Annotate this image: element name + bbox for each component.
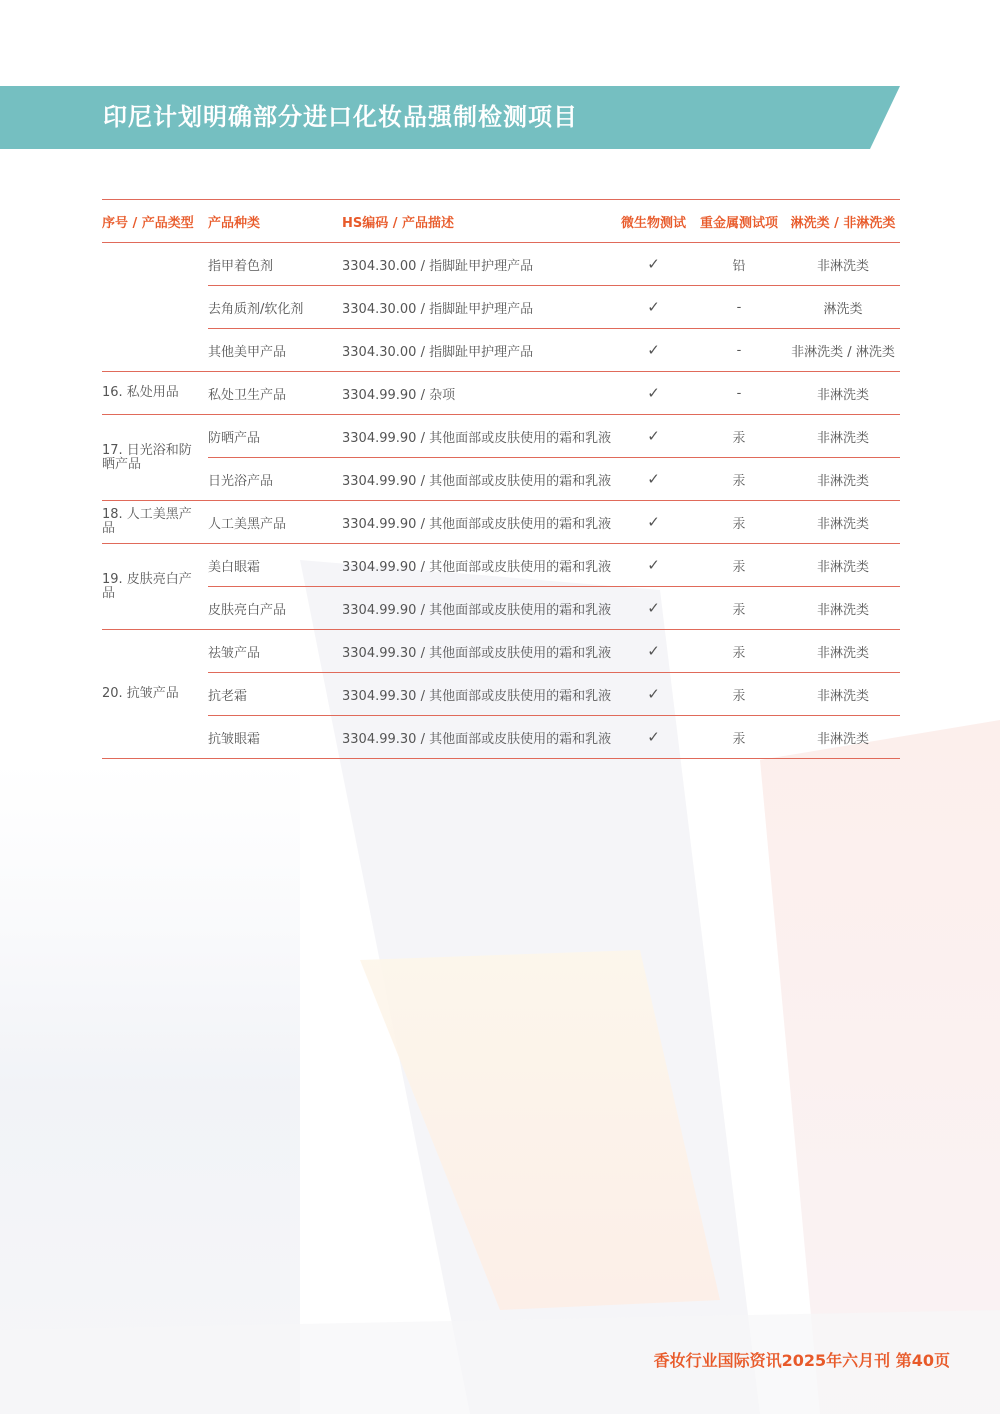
table-row <box>102 458 900 501</box>
cell-product: 去角质剂/软化剂 <box>208 286 342 329</box>
cell-heavy-metal-test: 汞 <box>692 716 786 759</box>
cell-microbial-test: ✓ <box>615 630 692 673</box>
cell-category: 16. 私处用品 <box>102 372 208 415</box>
header-category: 序号 / 产品类型 <box>102 200 208 243</box>
cell-rinse-type: 非淋洗类 <box>786 673 900 716</box>
header-product: 产品种类 <box>208 200 342 243</box>
table-row <box>102 587 900 630</box>
cell-hs-code: 3304.30.00 / 指脚趾甲护理产品 <box>342 329 615 372</box>
cell-microbial-test: ✓ <box>615 415 692 458</box>
cell-rinse-type: 淋洗类 <box>786 286 900 329</box>
cell-microbial-test: ✓ <box>615 587 692 630</box>
table-row <box>102 415 900 458</box>
cell-product: 人工美黑产品 <box>208 501 342 544</box>
cell-hs-code: 3304.99.90 / 杂项 <box>342 372 615 415</box>
cell-product: 其他美甲产品 <box>208 329 342 372</box>
cell-rinse-type: 非淋洗类 <box>786 415 900 458</box>
cell-heavy-metal-test: 汞 <box>692 673 786 716</box>
cell-microbial-test: ✓ <box>615 673 692 716</box>
cell-product: 皮肤亮白产品 <box>208 587 342 630</box>
table-row <box>102 716 900 759</box>
cell-category: 19. 皮肤亮白产品 <box>102 544 208 630</box>
table-row <box>102 329 900 372</box>
cell-category: 18. 人工美黑产品 <box>102 501 208 544</box>
cell-heavy-metal-test: 汞 <box>692 587 786 630</box>
cell-product: 抗老霜 <box>208 673 342 716</box>
cell-product: 祛皱产品 <box>208 630 342 673</box>
table-row <box>102 243 900 286</box>
cell-heavy-metal-test: - <box>692 286 786 329</box>
cell-rinse-type: 非淋洗类 / 淋洗类 <box>786 329 900 372</box>
table-body <box>102 243 900 759</box>
cell-category <box>102 243 208 372</box>
table-row <box>102 372 900 415</box>
cell-microbial-test: ✓ <box>615 286 692 329</box>
cell-heavy-metal-test: 汞 <box>692 458 786 501</box>
cell-category: 20. 抗皱产品 <box>102 630 208 759</box>
cell-heavy-metal-test: 汞 <box>692 630 786 673</box>
cell-product: 抗皱眼霜 <box>208 716 342 759</box>
cell-product: 美白眼霜 <box>208 544 342 587</box>
cell-rinse-type: 非淋洗类 <box>786 630 900 673</box>
cell-microbial-test: ✓ <box>615 716 692 759</box>
header-rinse-type: 淋洗类 / 非淋洗类 <box>786 200 900 243</box>
cell-rinse-type: 非淋洗类 <box>786 372 900 415</box>
cell-heavy-metal-test: 汞 <box>692 544 786 587</box>
cell-microbial-test: ✓ <box>615 501 692 544</box>
cell-microbial-test: ✓ <box>615 243 692 286</box>
cell-product: 防晒产品 <box>208 415 342 458</box>
cell-hs-code: 3304.99.90 / 其他面部或皮肤使用的霜和乳液 <box>342 587 615 630</box>
cell-hs-code: 3304.99.90 / 其他面部或皮肤使用的霜和乳液 <box>342 544 615 587</box>
cell-heavy-metal-test: - <box>692 329 786 372</box>
cell-heavy-metal-test: - <box>692 372 786 415</box>
cell-heavy-metal-test: 铅 <box>692 243 786 286</box>
cell-rinse-type: 非淋洗类 <box>786 716 900 759</box>
table-header-row <box>102 200 900 243</box>
cell-heavy-metal-test: 汞 <box>692 501 786 544</box>
cell-microbial-test: ✓ <box>615 458 692 501</box>
page-title: 印尼计划明确部分进口化妆品强制检测项目 <box>103 103 578 131</box>
cell-hs-code: 3304.99.30 / 其他面部或皮肤使用的霜和乳液 <box>342 716 615 759</box>
table-row <box>102 630 900 673</box>
header-heavy-metal-test: 重金属测试项 <box>692 200 786 243</box>
cell-product: 指甲着色剂 <box>208 243 342 286</box>
cell-rinse-type: 非淋洗类 <box>786 587 900 630</box>
cell-hs-code: 3304.30.00 / 指脚趾甲护理产品 <box>342 243 615 286</box>
cell-product: 日光浴产品 <box>208 458 342 501</box>
cell-rinse-type: 非淋洗类 <box>786 243 900 286</box>
cell-heavy-metal-test: 汞 <box>692 415 786 458</box>
page-footer: 香妆行业国际资讯2025年六月刊 第40页 <box>653 1351 950 1370</box>
cell-rinse-type: 非淋洗类 <box>786 544 900 587</box>
title-banner <box>0 86 900 149</box>
cell-hs-code: 3304.99.90 / 其他面部或皮肤使用的霜和乳液 <box>342 458 615 501</box>
cell-rinse-type: 非淋洗类 <box>786 458 900 501</box>
cell-microbial-test: ✓ <box>615 329 692 372</box>
cell-hs-code: 3304.99.90 / 其他面部或皮肤使用的霜和乳液 <box>342 415 615 458</box>
cell-hs-code: 3304.99.30 / 其他面部或皮肤使用的霜和乳液 <box>342 630 615 673</box>
cell-rinse-type: 非淋洗类 <box>786 501 900 544</box>
header-microbial-test: 微生物测试 <box>615 200 692 243</box>
table-row <box>102 501 900 544</box>
table-row <box>102 673 900 716</box>
cell-category: 17. 日光浴和防晒产品 <box>102 415 208 501</box>
cell-product: 私处卫生产品 <box>208 372 342 415</box>
table-row <box>102 544 900 587</box>
cell-microbial-test: ✓ <box>615 372 692 415</box>
testing-items-table-container <box>102 199 900 759</box>
table-row <box>102 286 900 329</box>
cell-hs-code: 3304.99.90 / 其他面部或皮肤使用的霜和乳液 <box>342 501 615 544</box>
testing-items-table <box>102 199 900 759</box>
cell-microbial-test: ✓ <box>615 544 692 587</box>
cell-hs-code: 3304.99.30 / 其他面部或皮肤使用的霜和乳液 <box>342 673 615 716</box>
cell-hs-code: 3304.30.00 / 指脚趾甲护理产品 <box>342 286 615 329</box>
header-hs-code: HS编码 / 产品描述 <box>342 200 615 243</box>
